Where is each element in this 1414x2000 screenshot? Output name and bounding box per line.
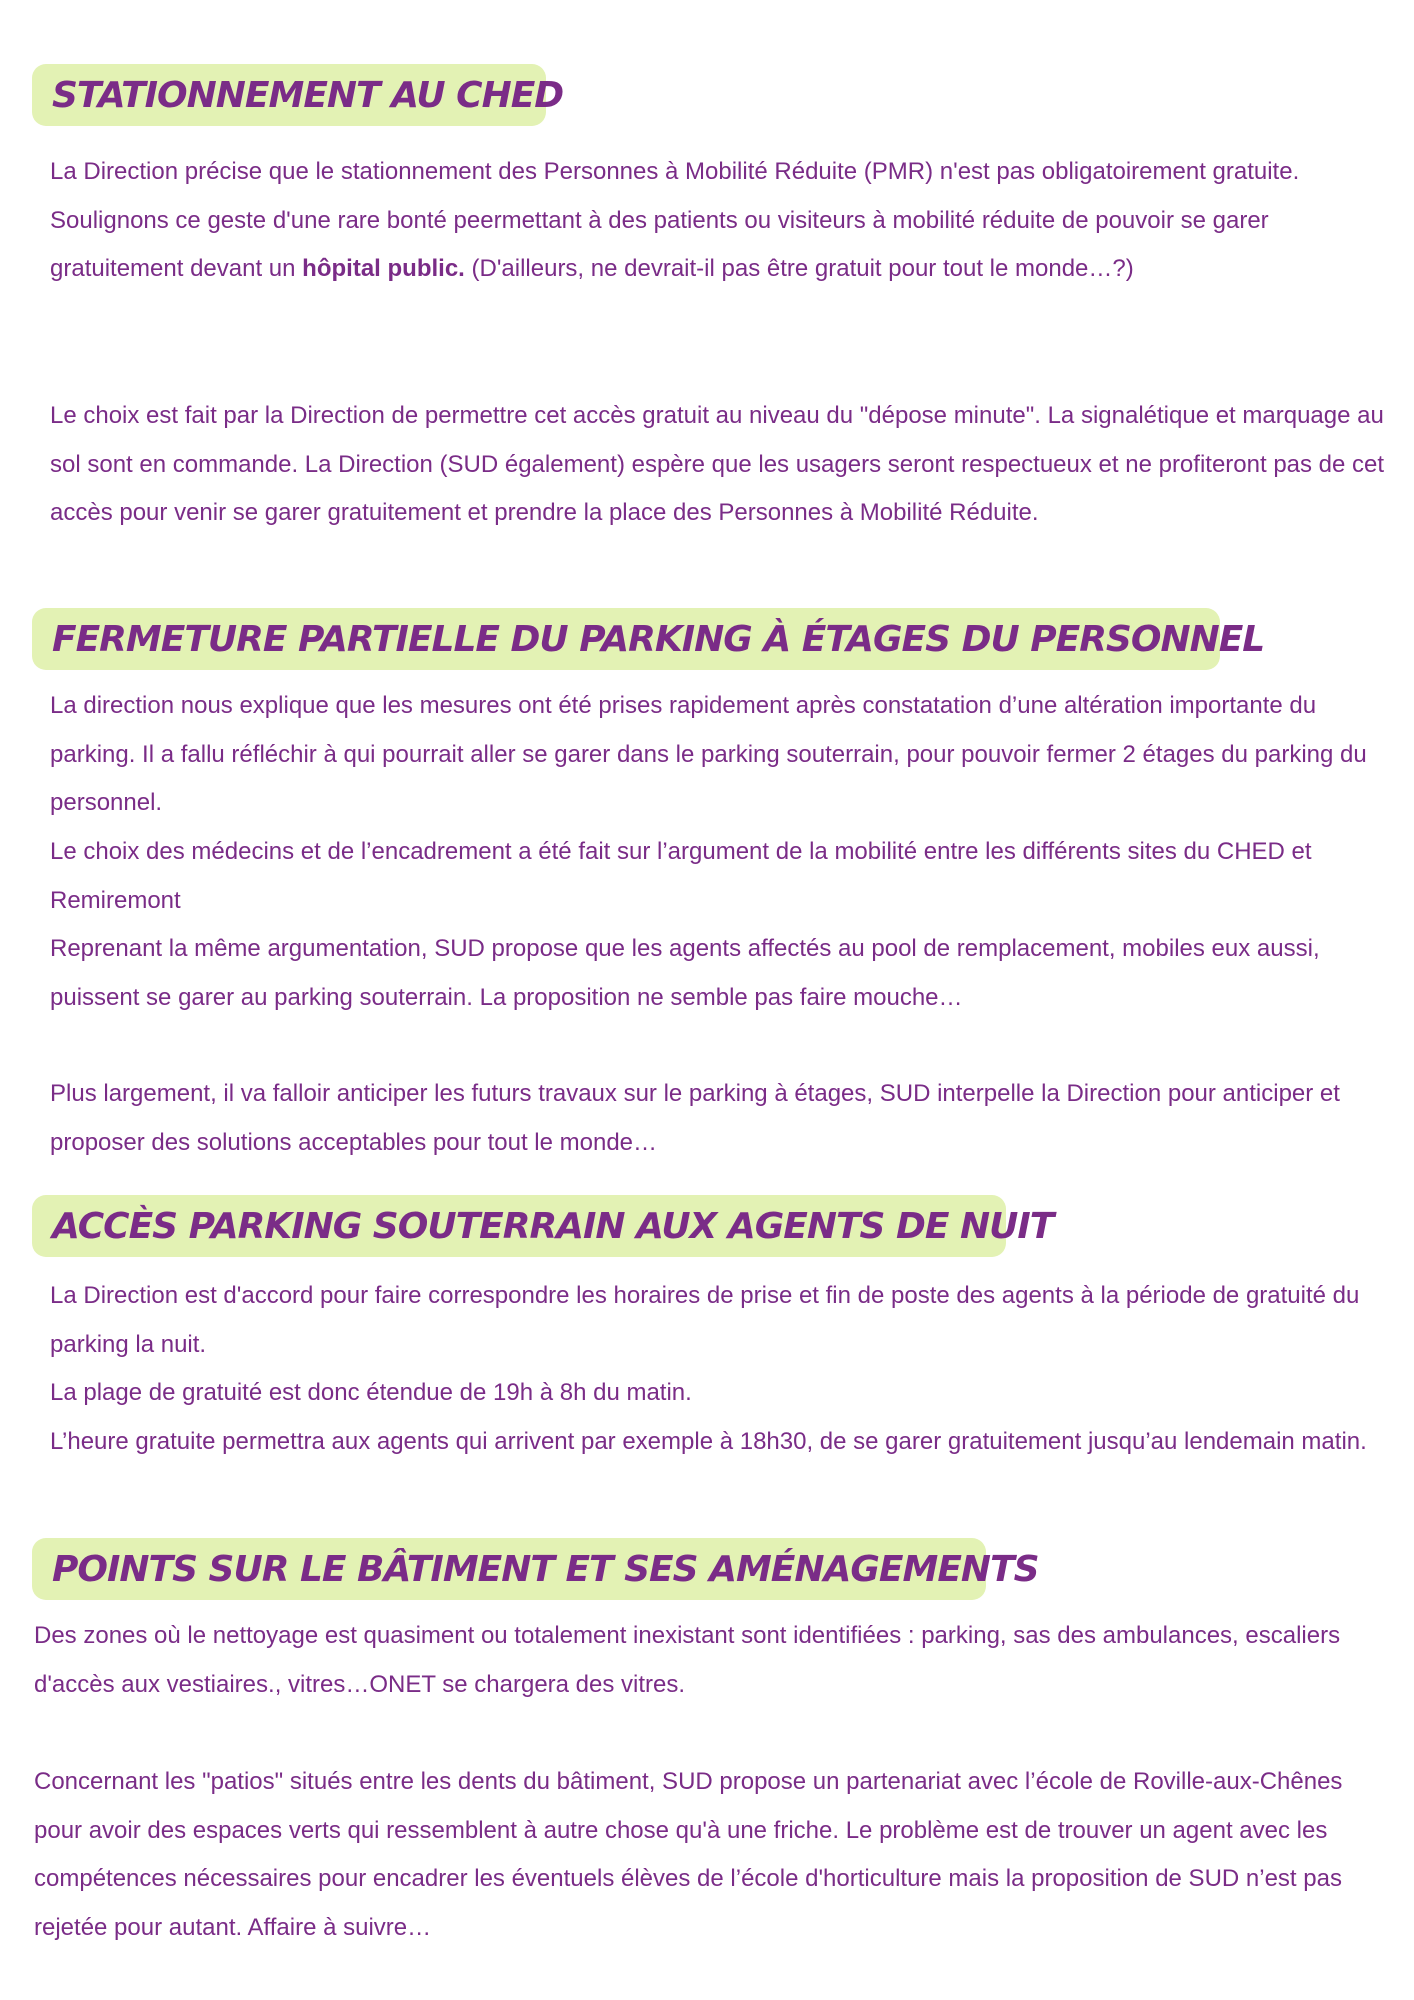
section-title: STATIONNEMENT AU CHED [52, 74, 564, 116]
section-title: FERMETURE PARTIELLE DU PARKING À ÉTAGES DU PERSONNEL [52, 618, 1265, 660]
paragraph: La Direction est d'accord pour faire correspondre les horaires de prise et fin de poste des agents à la période de gratuité du parking la nuit. [50, 1282, 1360, 1358]
section-heading-acces-nuit [32, 1195, 1054, 1257]
section-title: ACCÈS PARKING SOUTERRAIN AUX AGENTS DE NUIT [52, 1205, 1054, 1247]
paragraph: La plage de gratuité est donc étendue de 19h à 8h du matin. [50, 1379, 692, 1406]
section-heading-batiment [32, 1538, 1039, 1600]
paragraph: Reprenant la même argumentation, SUD propose que les agents affectés au pool de remplacement, mobiles eux aussi, puissent se garer au parking souterrain. La proposition ne semble pas faire mouche… [50, 935, 1320, 1011]
paragraph: La Direction précise que le stationnement des Personnes à Mobilité Réduite (PMR) n'est pas obligatoirement gratuite. Soulignons ce geste d'une rare bonté peermettant à des patients ou visiteurs à mobilité réduite de pouvoir se garer gratuitement devant un hôpital public. (D'ailleurs, ne devrait-il pas être gratuit pour tout le monde…?) [50, 158, 1300, 282]
paragraph: Des zones où le nettoyage est quasiment ou totalement inexistant sont identifiées : parking, sas des ambulances, escaliers d'accès aux vestiaires., vitres…ONET se chargera des vitres. [34, 1622, 1341, 1698]
paragraph: L’heure gratuite permettra aux agents qui arrivent par exemple à 18h30, de se garer gratuitement jusqu’au lendemain matin. [50, 1428, 1367, 1455]
section-heading-stationnement [32, 64, 564, 126]
paragraph: Le choix est fait par la Direction de permettre cet accès gratuit au niveau du "dépose minute". La signalétique et marquage au sol sont en commande. La Direction (SUD également) espère que les usagers seront respectueux et ne profiteront pas de cet accès pour venir se garer gratuitement et prendre la place des Personnes à Mobilité Réduite. [50, 402, 1385, 526]
paragraph: Plus largement, il va falloir anticiper les futurs travaux sur le parking à étages, SUD interpelle la Direction pour anticiper et proposer des solutions acceptables pour tout le monde… [50, 1080, 1340, 1156]
paragraph: Le choix des médecins et de l’encadrement a été fait sur l’argument de la mobilité entre les différents sites du CHED et Remiremont [50, 838, 1312, 914]
bold-text: hôpital public. [302, 255, 465, 282]
paragraph: La direction nous explique que les mesures ont été prises rapidement après constatation d’une altération importante du parking. Il a fallu réfléchir à qui pourrait aller se garer dans le parking souterrain, pour pouvoir fermer 2 étages du parking du personnel. [50, 692, 1367, 816]
section-title: POINTS SUR LE BÂTIMENT ET SES AMÉNAGEMENTS [52, 1548, 1039, 1590]
section-heading-fermeture-parking [32, 608, 1265, 670]
paragraph: Concernant les "patios" situés entre les dents du bâtiment, SUD propose un partenariat avec l’école de Roville-aux-Chênes pour avoir des espaces verts qui ressemblent à autre chose qu'à une friche. Le problème est de trouver un agent avec les compétences nécessaires pour encadrer les éventuels élèves de l’école d'horticulture mais la proposition de SUD n’est pas rejetée pour autant. Affaire à suivre… [34, 1768, 1343, 1941]
